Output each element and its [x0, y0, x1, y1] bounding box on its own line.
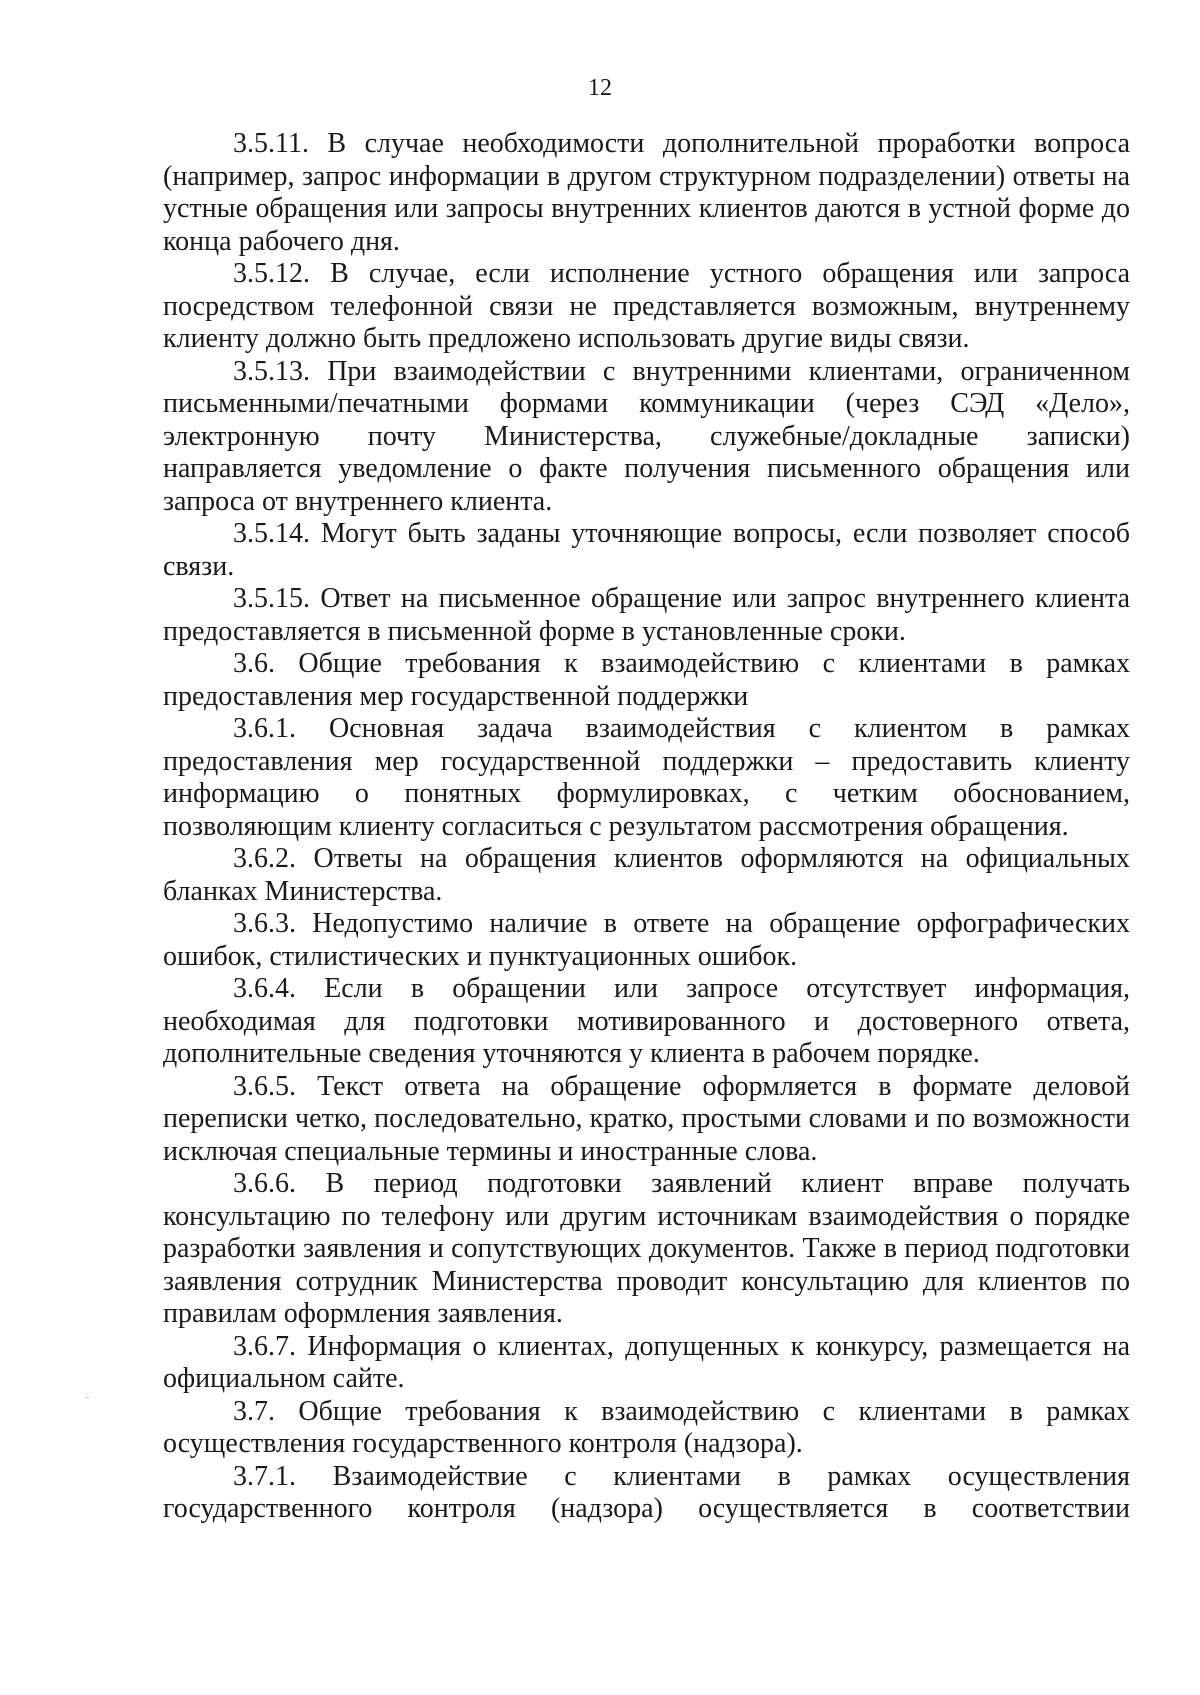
paragraph-3-6-5: 3.6.5. Текст ответа на обращение оформляется в формате деловой переписки четко, последовательно, кратко, простыми словами и по возможности исключая специальные термины и иностранные слова. [163, 1070, 1130, 1167]
paragraph-3-6-6: 3.6.6. В период подготовки заявлений клиент вправе получать консультацию по телефону или другим источникам взаимодействия о порядке разработки заявления и сопутствующих документов. Также в период подготовки заявления сотрудник Министерства проводит консультацию для клиентов по правилам оформления заявления. [163, 1168, 1130, 1329]
section-heading-3-7: 3.7. Общие требования к взаимодействию с клиентами в рамках осуществления государственного контроля (надзора). [163, 1395, 1130, 1459]
document-body [163, 128, 1130, 1526]
paragraph-3-6-3: 3.6.3. Недопустимо наличие в ответе на обращение орфографических ошибок, стилистических и пунктуационных ошибок. [163, 908, 1130, 972]
paragraph-3-6-4: 3.6.4. Если в обращении или запросе отсутствует информация, необходимая для подготовки мотивированного и достоверного ответа, дополнительные сведения уточняются у клиента в рабочем порядке. [163, 973, 1130, 1069]
paragraph-3-5-13: 3.5.13. При взаимодействии с внутренними клиентами, ограниченном письменными/печатными формами коммуникации (через СЭД «Дело», электронную почту Министерства, служебные/докладные записки) направляется уведомление о факте получения письменного обращения или запроса от внутреннего клиента. [163, 355, 1130, 517]
paragraph-3-6-7: 3.6.7. Информация о клиентах, допущенных к конкурсу, размещается на официальном сайте. [163, 1330, 1130, 1394]
paragraph-3-7-1: 3.7.1. Взаимодействие с клиентами в рамках осуществления государственного контроля (надзора) осуществляется в соответствии [163, 1460, 1130, 1524]
paragraph-3-5-12: 3.5.12. В случае, если исполнение устного обращения или запроса посредством телефонной связи не представляется возможным, внутреннему клиенту должно быть предложено использовать другие виды связи. [163, 258, 1130, 354]
paragraph-3-5-11: 3.5.11. В случае необходимости дополнительной проработки вопроса (например, запрос информации в другом структурном подразделении) ответы на устные обращения или запросы внутренних клиентов даются в устной форме до конца рабочего дня. [163, 128, 1130, 257]
section-heading-3-6: 3.6. Общие требования к взаимодействию с клиентами в рамках предоставления мер государственной поддержки [163, 648, 1130, 712]
paragraph-3-5-14: 3.5.14. Могут быть заданы уточняющие вопросы, если позволяет способ связи. [163, 518, 1130, 582]
paragraph-3-6-1: 3.6.1. Основная задача взаимодействия с клиентом в рамках предоставления мер государственной поддержки – предоставить клиенту информацию о понятных формулировках, с четким обоснованием, позволяющим клиенту согласиться с результатом рассмотрения обращения. [163, 713, 1130, 842]
paragraph-3-6-2: 3.6.2. Ответы на обращения клиентов оформляются на официальных бланках Министерства. [163, 843, 1130, 907]
paragraph-3-5-15: 3.5.15. Ответ на письменное обращение или запрос внутреннего клиента предоставляется в письменной форме в установленные сроки. [163, 583, 1130, 647]
page-number: 12 [588, 75, 612, 101]
scan-speck [86, 1397, 89, 1398]
